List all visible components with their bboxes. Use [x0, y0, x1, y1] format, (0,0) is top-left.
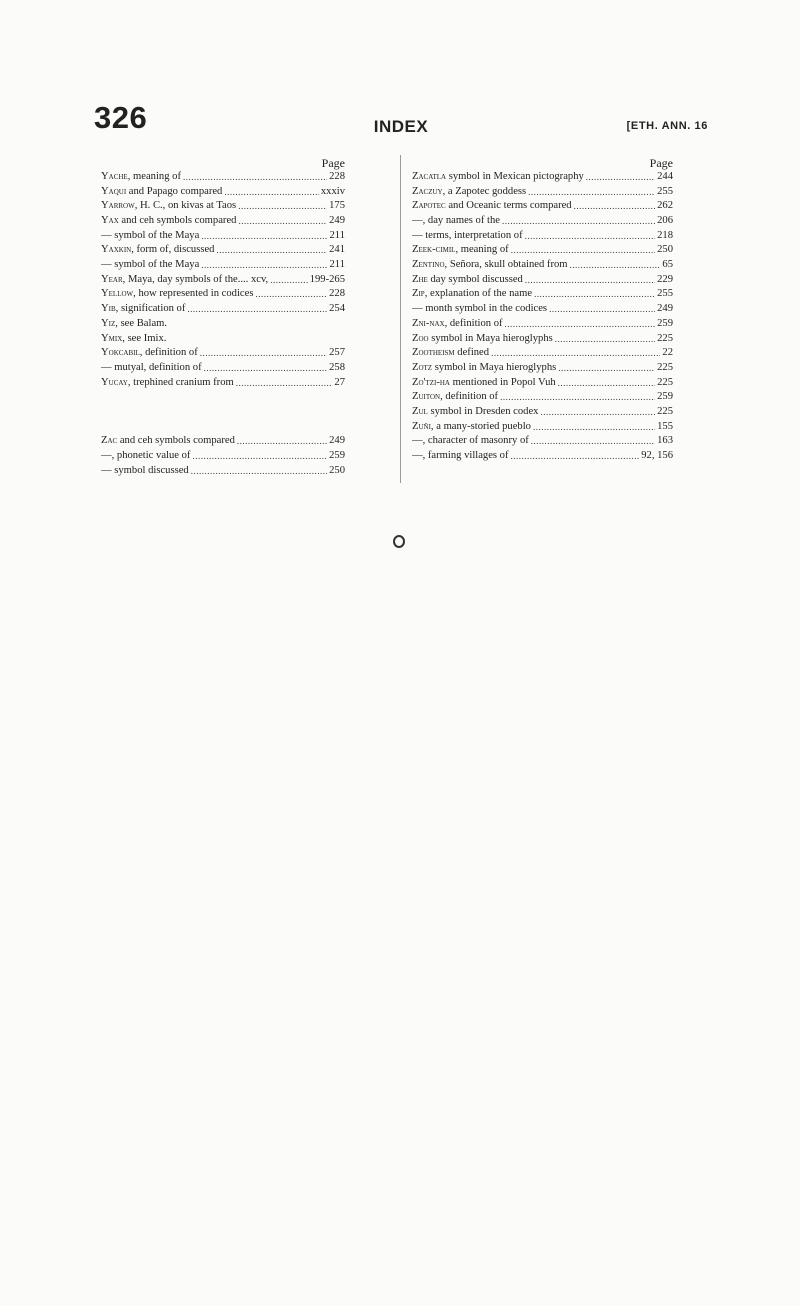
entry-page-number: 241: [329, 244, 345, 256]
entry-headword: Yellow: [101, 288, 134, 300]
entry-text: —, character of masonry of: [412, 435, 529, 447]
dot-leader: [533, 420, 655, 435]
index-entry: [412, 229, 673, 244]
entry-text: , definition of: [444, 317, 503, 329]
dot-leader: [270, 273, 307, 288]
entry-text: , definition of: [440, 391, 499, 403]
index-entry-list: [412, 170, 673, 464]
index-entry: [412, 376, 673, 391]
entry-page-number: 155: [657, 420, 673, 432]
entry-text: — symbol of the Maya: [101, 229, 200, 241]
index-entry: [101, 434, 345, 449]
index-entry: [412, 346, 673, 361]
dot-leader: [534, 288, 655, 303]
entry-headword: Yax: [101, 215, 119, 227]
entry-text: —, phonetic value of: [101, 449, 191, 461]
entry-page-number: 163: [657, 435, 673, 447]
entry-text: , signification of: [115, 303, 186, 315]
entry-headword: Zhe: [412, 273, 428, 285]
index-entry: [101, 273, 345, 288]
entry-headword: Zac: [101, 435, 118, 447]
entry-page-number: 250: [657, 244, 673, 256]
dot-leader: [540, 405, 655, 420]
index-entry: [412, 170, 673, 185]
index-entry: [101, 185, 345, 200]
entry-headword: Zootheism: [412, 347, 455, 359]
dot-leader: [558, 376, 655, 391]
entry-page-number: 218: [657, 229, 673, 241]
entry-text: , form of, discussed: [131, 244, 215, 256]
entry-page-number: 228: [329, 288, 345, 300]
entry-text: , H. C., on kivas at Taos: [134, 200, 237, 212]
index-entry: [412, 258, 673, 273]
dot-leader: [574, 199, 656, 214]
entry-headword: Zip: [412, 288, 425, 300]
index-entry: [101, 464, 345, 479]
dot-leader: [525, 273, 655, 288]
entry-headword: Ymix: [101, 332, 123, 344]
index-entry: [101, 288, 345, 303]
entry-headword: Yache: [101, 170, 128, 182]
index-entry: [101, 449, 345, 464]
entry-text: , explanation of the name: [424, 288, 533, 300]
dot-leader: [549, 302, 655, 317]
entry-page-number: 249: [657, 303, 673, 315]
entry-text: — month symbol in the codices: [412, 303, 548, 315]
entry-text: and Papago compared: [126, 185, 223, 197]
entry-page-number: 259: [329, 449, 345, 461]
entry-text: and Oceanic terms compared: [445, 200, 572, 212]
index-entry: [101, 332, 345, 347]
entry-text: —, day names of the: [412, 215, 500, 227]
dot-leader: [505, 317, 656, 332]
entry-text: — terms, interpretation of: [412, 229, 523, 241]
index-entry: [412, 361, 673, 376]
index-entry: [412, 302, 673, 317]
entry-page-number: 65: [662, 259, 673, 271]
page-title: INDEX: [373, 117, 429, 136]
index-entry: [101, 376, 345, 391]
index-entry-list: [101, 170, 345, 478]
dot-leader: [531, 434, 655, 449]
entry-text: and ceh symbols compared: [118, 215, 237, 227]
index-entry: [101, 170, 345, 185]
entry-page-number: xxxiv: [320, 185, 345, 197]
entry-headword: Zeek-cimil: [412, 244, 456, 256]
entry-page-number: 211: [329, 259, 345, 271]
entry-page-number: 244: [657, 170, 673, 182]
entry-headword: Zoo: [412, 332, 429, 344]
entry-headword: Year: [101, 273, 123, 285]
entry-page-number: 175: [329, 200, 345, 212]
index-entry: [101, 243, 345, 258]
entry-text: , a Zapotec goddess: [442, 185, 527, 197]
dot-leader: [237, 434, 327, 449]
entry-headword: Yib: [101, 303, 116, 315]
entry-page-number: 255: [657, 288, 673, 300]
entry-headword: Zuñi: [412, 420, 431, 432]
entry-page-number: 211: [329, 229, 345, 241]
entry-headword: Zentino: [412, 259, 445, 271]
dot-leader: [502, 214, 655, 229]
entry-text: , a many-storied pueblo: [430, 420, 531, 432]
entry-page-number: 257: [329, 347, 345, 359]
entry-page-number: 229: [657, 273, 673, 285]
dot-leader: [555, 332, 655, 347]
running-head: [94, 100, 708, 136]
entry-headword: Zotz: [412, 361, 433, 373]
dot-leader: [586, 170, 655, 185]
dot-leader: [238, 214, 327, 229]
entry-group-gap: [101, 390, 345, 434]
dot-leader: [491, 346, 660, 361]
entry-headword: Yiz: [101, 317, 116, 329]
dot-leader: [204, 361, 327, 376]
entry-text: symbol in Maya hieroglyphs: [432, 361, 557, 373]
dot-leader: [216, 243, 327, 258]
dot-leader: [255, 288, 327, 303]
entry-headword: Yokcabil: [101, 347, 140, 359]
entry-page-number: 228: [329, 170, 345, 182]
index-column-right: [412, 156, 673, 464]
entry-page-number: 258: [329, 361, 345, 373]
entry-page-number: 255: [657, 185, 673, 197]
entry-text: symbol in Maya hieroglyphs: [428, 332, 553, 344]
index-entry: [412, 332, 673, 347]
index-column-left: [101, 156, 345, 478]
index-entry: [101, 229, 345, 244]
entry-text: — mutyal, definition of: [101, 361, 202, 373]
entry-page-number: 225: [657, 376, 673, 388]
entry-text: — symbol of the Maya: [101, 259, 200, 271]
entry-headword: Yucay: [101, 376, 128, 388]
dot-leader: [191, 464, 327, 479]
entry-text: and ceh symbols compared: [117, 435, 235, 447]
dot-leader: [183, 170, 327, 185]
index-entry: [412, 420, 673, 435]
entry-page-number: 259: [657, 317, 673, 329]
index-entry: [101, 346, 345, 361]
dot-leader: [511, 243, 655, 258]
entry-text: day symbol discussed: [427, 273, 523, 285]
dot-leader: [238, 199, 327, 214]
entry-page-number: 206: [657, 215, 673, 227]
entry-text: , see Imix.: [122, 332, 167, 344]
entry-headword: Yarrow: [101, 200, 135, 212]
index-entry: [412, 214, 673, 229]
entry-text: , Maya, day symbols of the.... xcv,: [122, 273, 269, 285]
dot-leader: [500, 390, 655, 405]
entry-headword: Zuiton: [412, 391, 441, 403]
entry-headword: Yaqui: [101, 185, 127, 197]
column-divider: [400, 155, 401, 483]
entry-text: —, farming villages of: [412, 450, 509, 462]
end-ornament-icon: [393, 535, 405, 548]
dot-leader: [528, 185, 655, 200]
entry-text: defined: [454, 347, 490, 359]
index-entry: [412, 317, 673, 332]
entry-text: , meaning of: [455, 244, 509, 256]
index-entry: [412, 390, 673, 405]
entry-text: , meaning of: [127, 170, 181, 182]
entry-text: , Señora, skull obtained from: [444, 259, 568, 271]
index-entry: [101, 302, 345, 317]
entry-headword: Zni-nax: [412, 317, 445, 329]
page-column-label: Page: [321, 156, 345, 170]
dot-leader: [236, 376, 333, 391]
page-number: 326: [94, 100, 148, 135]
entry-page-number: 249: [329, 435, 345, 447]
entry-text: — symbol discussed: [101, 464, 189, 476]
entry-page-number: 254: [329, 303, 345, 315]
entry-headword: Yaxkin: [101, 244, 132, 256]
entry-page-number: 22: [662, 347, 673, 359]
entry-headword: Zo'tzi-ha: [412, 376, 450, 388]
entry-page-number: 27: [334, 376, 345, 388]
page-column-label: Page: [649, 156, 673, 170]
entry-text: symbol in Mexican pictography: [446, 170, 584, 182]
entry-headword: Zul: [412, 405, 428, 417]
entry-text: mentioned in Popol Vuh: [449, 376, 556, 388]
entry-page-number: 250: [329, 464, 345, 476]
index-entry: [412, 449, 673, 464]
dot-leader: [570, 258, 661, 273]
dot-leader: [511, 449, 640, 464]
entry-page-number: 92, 156: [641, 450, 673, 462]
entry-headword: Zapotec: [412, 200, 446, 212]
entry-text: , how represented in codices: [133, 288, 254, 300]
index-entry: [412, 405, 673, 420]
entry-page-number: 259: [657, 391, 673, 403]
entry-page-number: 262: [657, 200, 673, 212]
index-entry: [101, 317, 345, 332]
index-entry: [101, 258, 345, 273]
entry-text: , trephined cranium from: [127, 376, 234, 388]
series-reference: [ETH. ANN. 16: [626, 120, 708, 132]
entry-page-number: 249: [329, 215, 345, 227]
entry-text: , definition of: [139, 347, 198, 359]
index-entry: [412, 199, 673, 214]
index-entry: [412, 273, 673, 288]
index-entry: [412, 243, 673, 258]
dot-leader: [558, 361, 655, 376]
entry-page-number: 225: [657, 405, 673, 417]
dot-leader: [201, 258, 327, 273]
index-entry: [412, 185, 673, 200]
index-entry: [101, 214, 345, 229]
dot-leader: [200, 346, 327, 361]
entry-text: symbol in Dresden codex: [427, 405, 539, 417]
dot-leader: [525, 229, 655, 244]
index-entry: [412, 434, 673, 449]
dot-leader: [201, 229, 327, 244]
index-entry: [412, 288, 673, 303]
entry-page-number: 225: [657, 361, 673, 373]
entry-text: , see Balam.: [115, 317, 168, 329]
entry-headword: Zaczuy: [412, 185, 443, 197]
entry-page-number: 199-265: [309, 273, 345, 285]
dot-leader: [224, 185, 319, 200]
entry-page-number: 225: [657, 332, 673, 344]
dot-leader: [192, 449, 327, 464]
dot-leader: [187, 302, 327, 317]
index-entry: [101, 361, 345, 376]
entry-headword: Zacatla: [412, 170, 447, 182]
index-entry: [101, 199, 345, 214]
